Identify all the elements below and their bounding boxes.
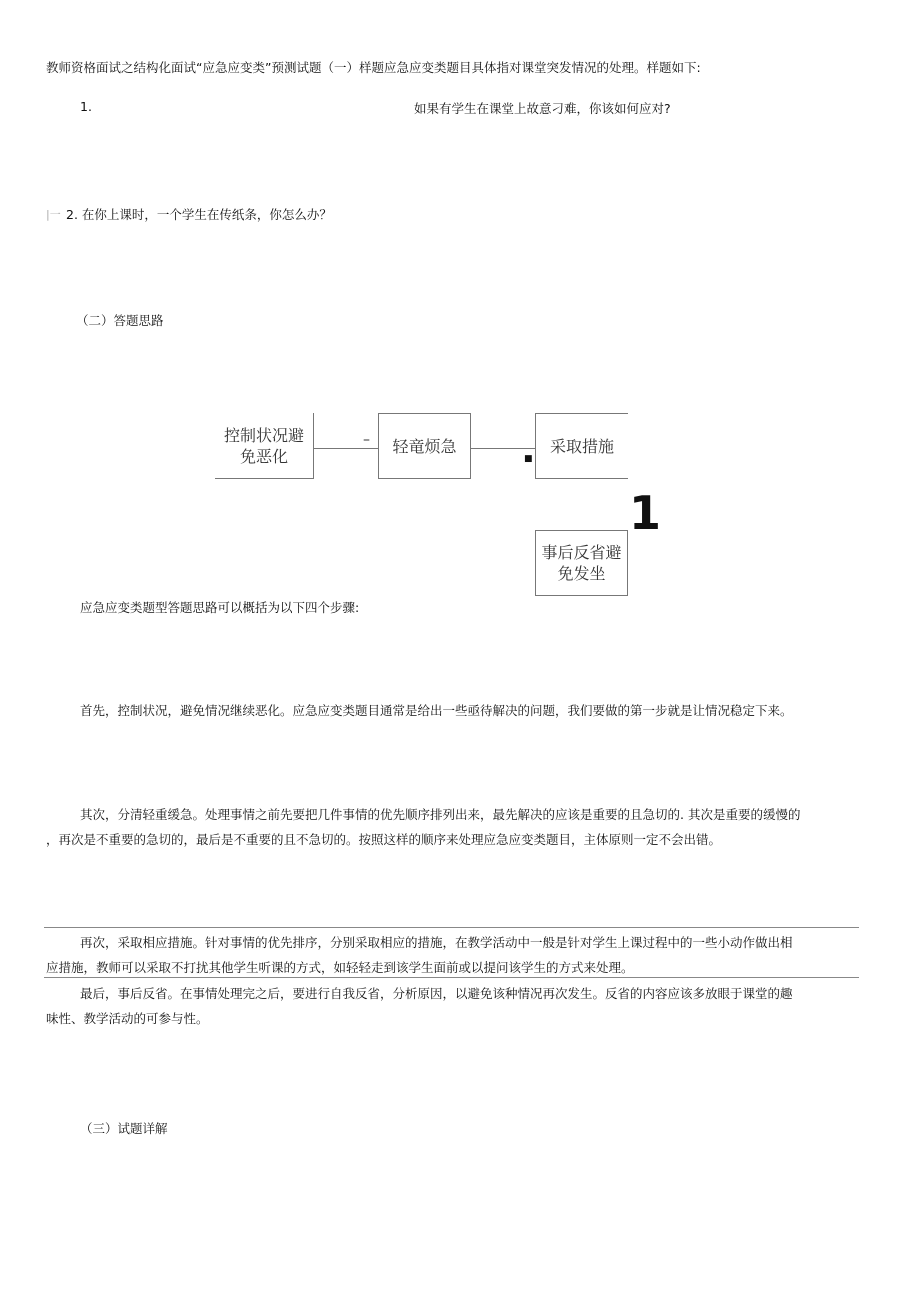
question-1-number: 1. xyxy=(80,99,92,114)
section-3-heading: （三）试题详解 xyxy=(80,1121,168,1136)
question-1-text: 如果有学生在课堂上故意刁难，你该如何应对? xyxy=(414,101,671,116)
summary-text: 应急应变类题型答题思路可以概括为以下四个步骤: xyxy=(80,600,360,615)
arrow-digit-glyph: 1 xyxy=(629,486,662,540)
paragraph-second xyxy=(46,802,800,852)
paragraph-third-line-1: 再次，采取相应措施。针对事情的优先排序，分别采取相应的措施，在教学活动中一般是针对学生上课过程中的一些小动作做出相 xyxy=(80,935,793,950)
paragraph-second-line-2: ，再次是不重要的急切的，最后是不重要的且不急切的。按照这样的顺序来处理应急应变类题目，主体原则一定不会出错。 xyxy=(46,832,722,847)
step-box-control: 控制状况避免恶化 xyxy=(215,413,314,479)
paragraph-fourth-line-2: 味性、教学活动的可参与性。 xyxy=(46,1011,209,1026)
paragraph-fourth xyxy=(46,981,793,1031)
question-2-marker: |一 xyxy=(46,208,61,221)
question-2-text: 2. 在你上课时，一个学生在传纸条，你怎么办？ xyxy=(66,207,332,222)
rule-top xyxy=(44,927,859,928)
paragraph-third xyxy=(46,930,793,980)
paragraph-third-line-2: 应措施，教师可以采取不打扰其他学生听课的方式，如轻轻走到该学生面前或以提问该学生的方式来处理。 xyxy=(46,960,634,975)
paragraph-second-line-1: 其次，分清轻重缓急。处理事情之前先要把几件事情的优先顺序排列出来，最先解决的应该是重要的且急切的. 其次是重要的缓慢的 xyxy=(80,807,801,822)
section-2-heading: （二）答题思路 xyxy=(76,313,164,328)
step-box-reflect: 事后反省避免发坐 xyxy=(535,530,628,596)
connector-1-2 xyxy=(313,448,378,449)
intro-text: 教师资格面试之结构化面试“应急应变类”预测试题（一）样题应急应变类题目具体指对课堂突发情况的处理。样题如下: xyxy=(46,60,701,75)
connector-2-3 xyxy=(470,448,536,449)
paragraph-first: 首先，控制状况，避免情况继续恶化。应急应变类题目通常是给出一些亟待解决的问题，我们要做的第一步就是让情况稳定下来。 xyxy=(80,703,793,718)
paragraph-fourth-line-1: 最后，事后反省。在事情处理完之后，要进行自我反省，分析原因，以避免该种情况再次发生。反省的内容应该多放眼于课堂的趣 xyxy=(80,986,793,1001)
bullet-marker: ■ xyxy=(524,454,533,464)
step-box-action: 采取措施 xyxy=(535,413,628,479)
connector-dash: – xyxy=(363,432,370,448)
rule-bottom xyxy=(44,977,859,978)
step-box-priority: 轻竜烦急 xyxy=(378,413,471,479)
